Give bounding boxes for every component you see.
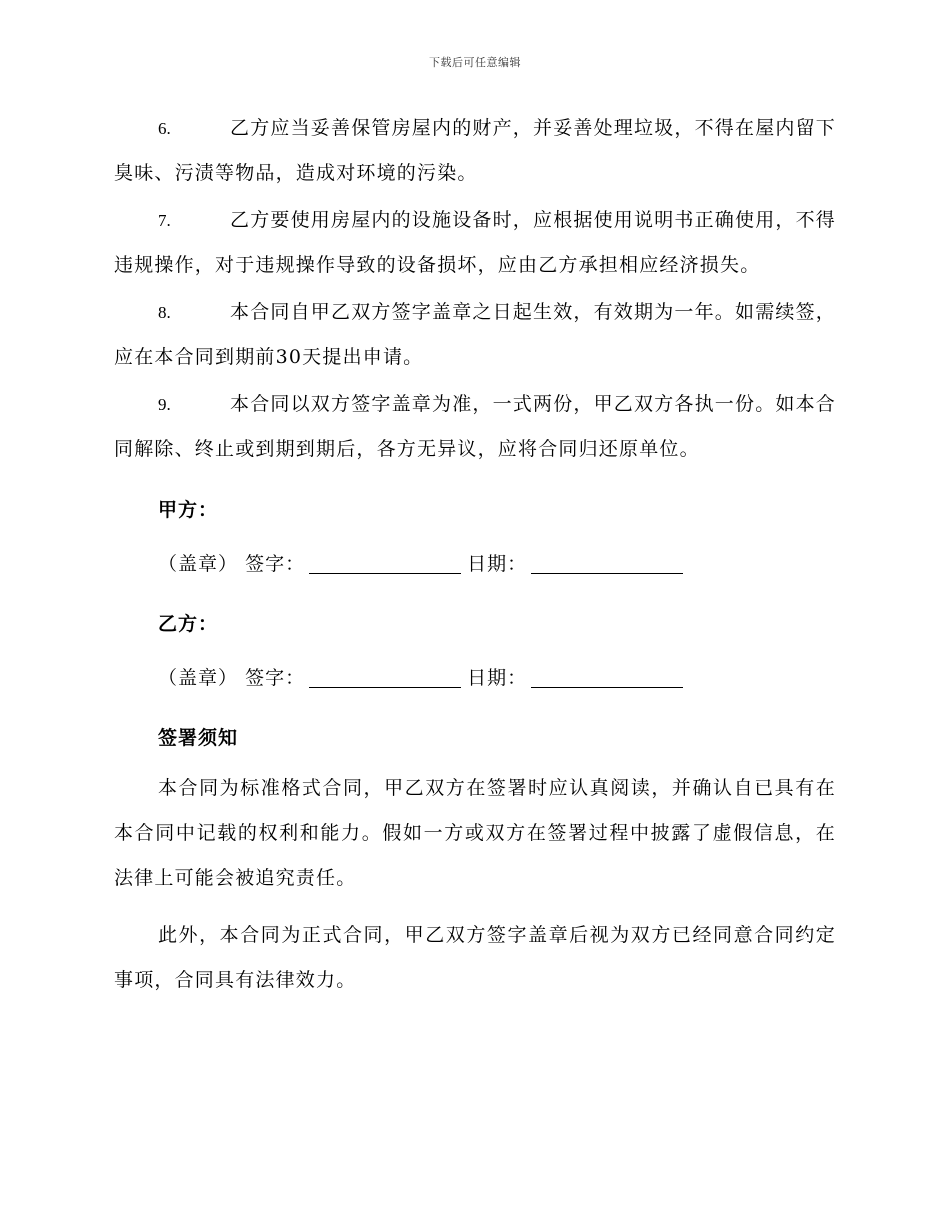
party-b-signature-line[interactable] [309,667,461,688]
date-label: 日期： [467,667,528,689]
party-a-date-line[interactable] [531,553,683,574]
notice-paragraph: 此外，本合同为正式合同，甲乙双方签字盖章后视为双方已经同意合同约定事项，合同具有法律效力。 [114,924,836,991]
clause-number: 9. [158,395,171,414]
party-a-label: 甲方： [158,499,219,521]
party-a-signature-line[interactable] [309,553,461,574]
party-b-signature-row [158,658,836,698]
seal-label: （盖章） [158,667,239,689]
clause-number: 6. [158,119,171,138]
clause-9 [114,382,836,472]
clause-6 [114,106,836,196]
clause-text: 本合同以双方签字盖章为准，一式两份，甲乙双方各执一份。如本合同解除、终止或到期到期后，各方无异议，应将合同归还原单位。 [114,393,837,460]
clause-number: 7. [158,211,171,230]
sign-label: 签字： [245,667,306,689]
notice-title: 签署须知 [158,727,239,749]
sign-label: 签字： [245,553,306,575]
page-header-note: 下载后可任意编辑 [429,56,521,69]
clause-text: 乙方应当妥善保管房屋内的财产，并妥善处理垃圾，不得在屋内留下臭味、污渍等物品，造成对环境的污染。 [114,117,837,184]
clause-8 [114,290,836,380]
clause-text: 乙方要使用房屋内的设施设备时，应根据使用说明书正确使用，不得违规操作，对于违规操作导致的设备损坏，应由乙方承担相应经济损失。 [114,209,837,276]
clause-7 [114,198,836,288]
party-a-signature-row [158,544,836,584]
clause-number: 8. [158,303,171,322]
party-b-label: 乙方： [158,613,219,635]
contract-body [114,106,836,1015]
party-b-date-line[interactable] [531,667,683,688]
date-label: 日期： [467,553,528,575]
notice-paragraph: 本合同为标准格式合同，甲乙双方在签署时应认真阅读，并确认自已具有在本合同中记载的权利和能力。假如一方或双方在签署过程中披露了虚假信息，在法律上可能会被追究责任。 [114,777,836,889]
seal-label: （盖章） [158,553,239,575]
clause-text: 本合同自甲乙双方签字盖章之日起生效，有效期为一年。如需续签，应在本合同到期前30天提出申请。 [114,301,837,368]
